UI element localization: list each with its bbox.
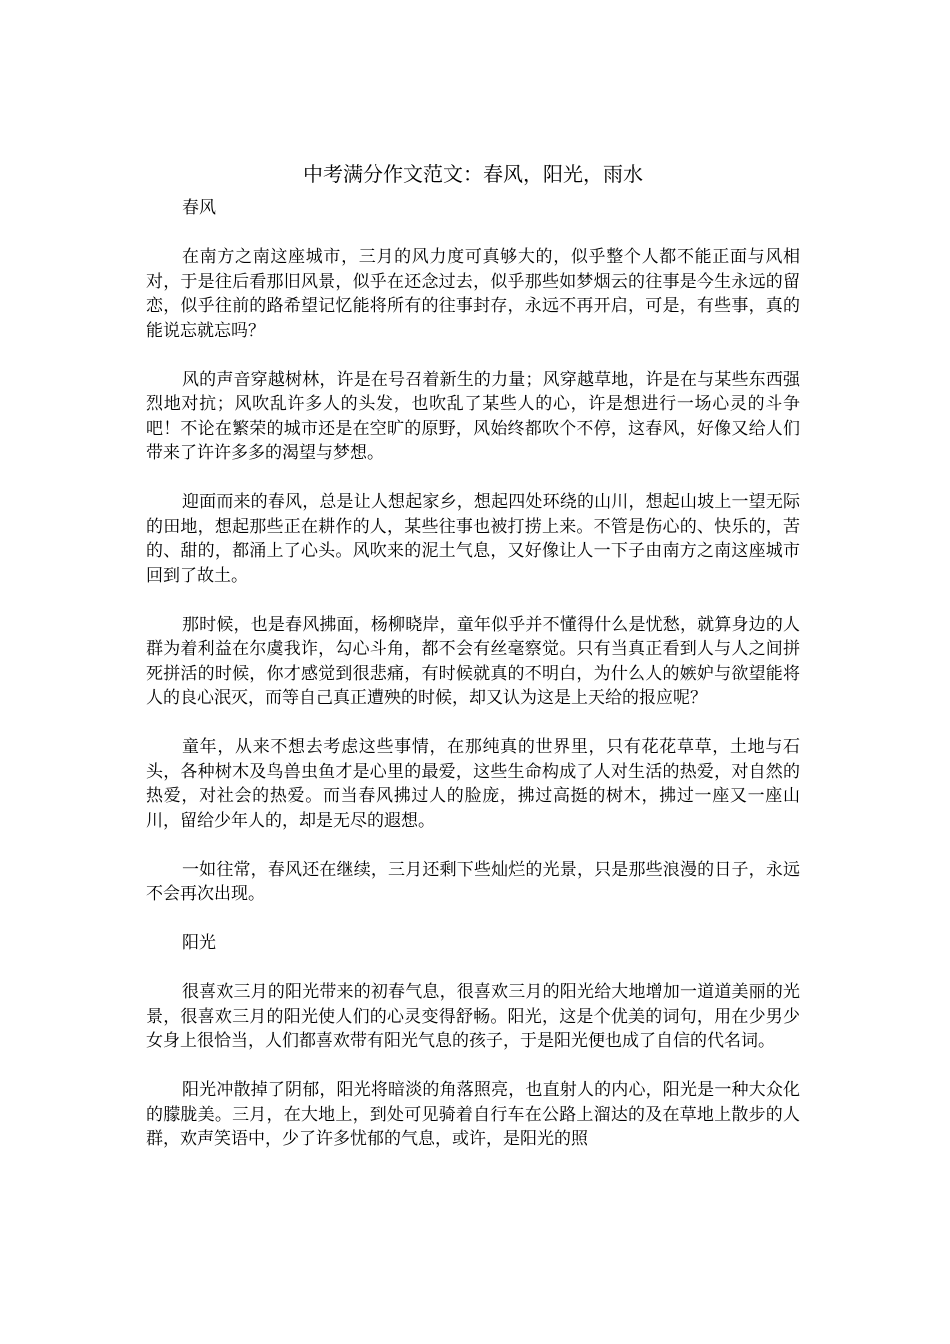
paragraph: 风的声音穿越树林，许是在号召着新生的力量；风穿越草地，许是在与某些东西强烈地对抗；风吹乱许多人的头发，也吹乱了某些人的心，许是想进行一场心灵的斗争吧！不论在繁荣的城市还是在空旷的原野，风始终都吹个不停，这春风，好像又给人们带来了许许多多的渴望与梦想。 xyxy=(146,369,800,463)
paragraph: 很喜欢三月的阳光带来的初春气息，很喜欢三月的阳光给大地增加一道道美丽的光景，很喜欢三月的阳光使人们的心灵变得舒畅。阳光，这是个优美的词句，用在少男少女身上很恰当，人们都喜欢带有阳光气息的孩子，于是阳光便也成了自信的代名词。 xyxy=(146,982,800,1051)
section-heading: 春风 xyxy=(182,198,216,218)
paragraph: 阳光冲散掉了阴郁，阳光将暗淡的角落照亮，也直射人的内心，阳光是一种大众化的朦胧美。三月，在大地上，到处可见骑着自行车在公路上溜达的及在草地上散步的人群，欢声笑语中，少了许多忧郁的气息，或许，是阳光的照 xyxy=(146,1080,800,1149)
paragraph: 一如往常，春风还在继续，三月还剩下些灿烂的光景，只是那些浪漫的日子，永远不会再次出现。 xyxy=(146,859,800,904)
paragraph: 那时候，也是春风拂面，杨柳晓岸，童年似乎并不懂得什么是忧愁，就算身边的人群为着利益在尔虞我诈，勾心斗角，都不会有丝毫察觉。只有当真正看到人与人之间拼死拼活的时候，你才感觉到很悲痛，有时候就真的不明白，为什么人的嫉妒与欲望能将人的良心泯灭，而等自己真正遭殃的时候，却又认为这是上天给的报应呢？ xyxy=(146,614,800,708)
section-heading: 阳光 xyxy=(182,933,216,953)
paragraph: 迎面而来的春风，总是让人想起家乡，想起四处环绕的山川，想起山坡上一望无际的田地，想起那些正在耕作的人，某些往事也被打捞上来。不管是伤心的、快乐的，苦的、甜的，都涌上了心头。风吹来的泥土气息，又好像让人一下子由南方之南这座城市回到了故土。 xyxy=(146,492,800,586)
paragraph: 在南方之南这座城市，三月的风力度可真够大的，似乎整个人都不能正面与风相对，于是往后看那旧风景，似乎在还念过去，似乎那些如梦烟云的往事是今生永远的留恋，似乎往前的路希望记忆能将所有的往事封存，永远不再开启，可是，有些事，真的能说忘就忘吗？ xyxy=(146,247,800,341)
section-spring-wind xyxy=(146,196,800,907)
document-page xyxy=(146,158,800,1176)
paragraph: 童年，从来不想去考虑这些事情，在那纯真的世界里，只有花花草草，土地与石头，各种树木及鸟兽虫鱼才是心里的最爱，这些生命构成了人对生活的热爱，对自然的热爱，对社会的热爱。而当春风拂过人的脸庞，拂过高挺的树木，拂过一座又一座山川，留给少年人的，却是无尽的遐想。 xyxy=(146,737,800,831)
section-sunshine xyxy=(146,931,800,1152)
document-title: 中考满分作文范文：春风，阳光，雨水 xyxy=(303,162,643,186)
